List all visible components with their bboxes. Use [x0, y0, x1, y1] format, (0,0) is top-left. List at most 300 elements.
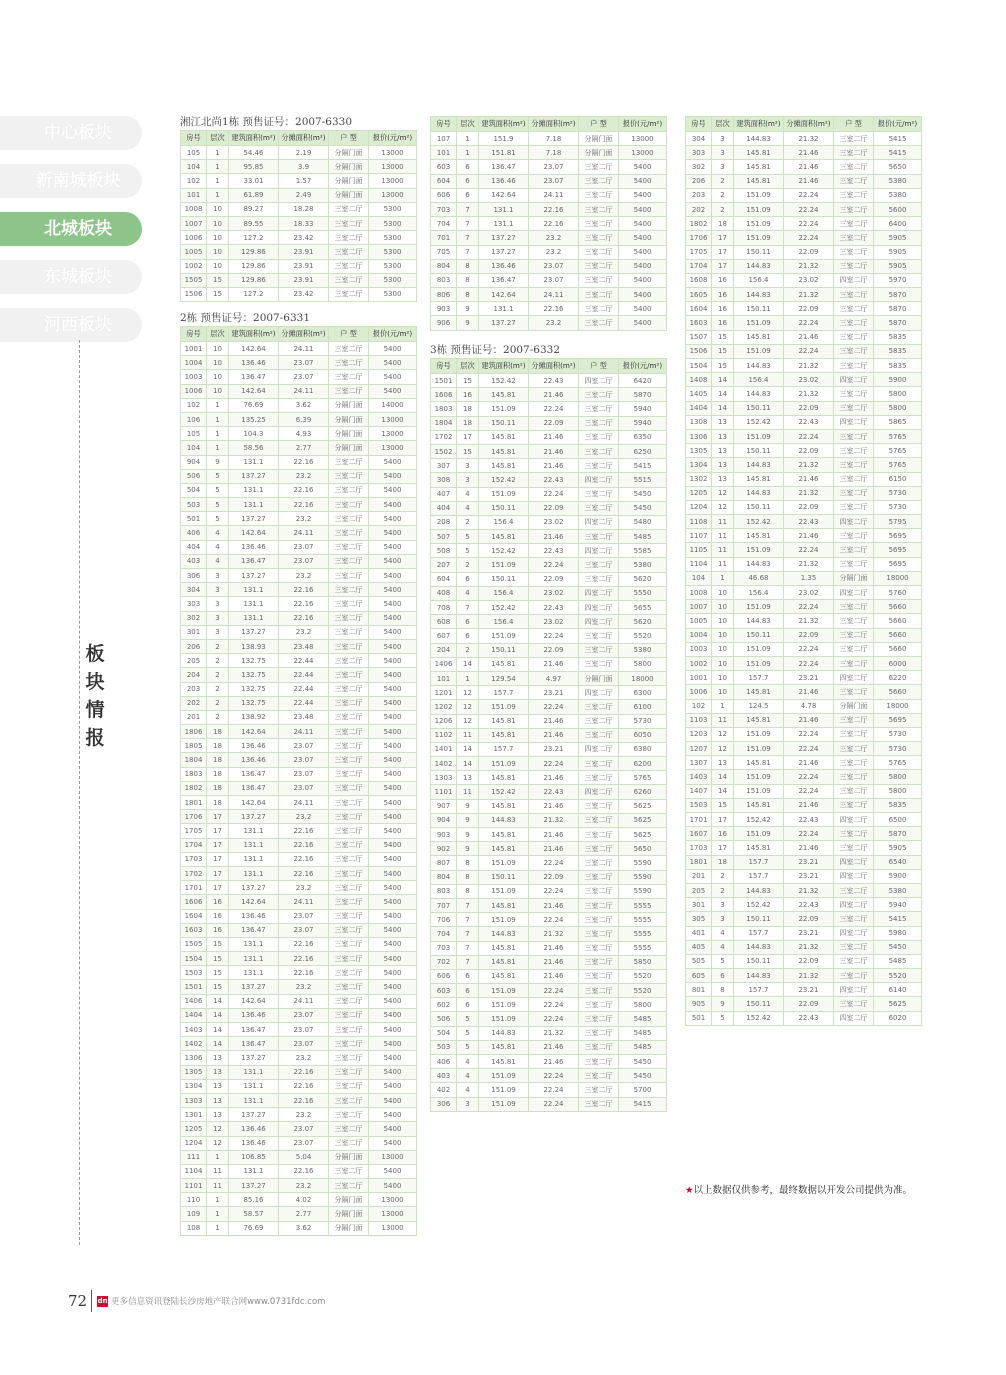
table-cell: 1606 [181, 895, 207, 909]
table-cell: 5400 [369, 1122, 417, 1136]
table-cell: 14 [207, 1023, 229, 1037]
table-row [181, 597, 417, 611]
table-cell: 3 [712, 160, 734, 174]
table-row [431, 813, 667, 827]
tab-dongcheng[interactable]: 东城板块 [0, 260, 142, 294]
table-row [686, 841, 922, 855]
table-cell: 三室二厅 [579, 388, 619, 402]
table-cell: 5 [457, 1040, 479, 1054]
table-cell: 5905 [874, 841, 922, 855]
table-cell: 22.16 [279, 1093, 329, 1107]
column-header: 建筑面积(m²) [479, 117, 529, 132]
table-row [181, 441, 417, 455]
table-cell: 905 [686, 997, 712, 1011]
table-row [431, 374, 667, 388]
table-cell: 145.81 [479, 969, 529, 983]
table-cell: 23.07 [279, 739, 329, 753]
table-cell: 144.83 [734, 883, 784, 897]
table-cell: 608 [431, 615, 457, 629]
table-cell: 22.16 [279, 952, 329, 966]
table-cell: 三室二厅 [329, 498, 369, 512]
table-cell: 分隔门面 [579, 146, 619, 160]
table-cell: 1008 [686, 586, 712, 600]
table-cell: 13000 [369, 188, 417, 202]
table-cell: 三室二厅 [329, 710, 369, 724]
table-cell: 2 [457, 643, 479, 657]
table-row [431, 757, 667, 771]
table-cell: 5765 [874, 458, 922, 472]
table-row [181, 966, 417, 980]
column-header: 户 型 [579, 359, 619, 374]
table-cell: 1 [207, 441, 229, 455]
table-cell: 三室二厅 [834, 940, 874, 954]
table-cell: 208 [431, 515, 457, 529]
table-cell: 135.25 [229, 412, 279, 426]
table-cell: 6350 [619, 430, 667, 444]
table-cell: 三室二厅 [579, 728, 619, 742]
table-cell: 606 [431, 969, 457, 983]
table-cell: 137.27 [479, 316, 529, 330]
table-cell: 三室二厅 [834, 727, 874, 741]
table-cell: 18 [207, 781, 229, 795]
table-cell: 22.24 [529, 487, 579, 501]
table-row [686, 160, 922, 174]
table-cell: 131.1 [229, 1065, 279, 1079]
table-cell: 102 [686, 699, 712, 713]
table-cell: 5660 [874, 642, 922, 656]
table-cell: 三室二厅 [834, 997, 874, 1011]
table-cell: 5400 [619, 302, 667, 316]
table-cell: 5520 [619, 629, 667, 643]
table-cell: 105 [181, 146, 207, 160]
table-cell: 1002 [686, 656, 712, 670]
table-cell: 142.64 [229, 342, 279, 356]
table-cell: 1001 [181, 342, 207, 356]
table-cell: 150.11 [734, 954, 784, 968]
table-cell: 四室二厅 [834, 898, 874, 912]
table-cell: 18 [207, 767, 229, 781]
tab-hexi[interactable]: 河西板块 [0, 308, 142, 342]
table-cell: 131.1 [229, 483, 279, 497]
table-cell: 1308 [686, 415, 712, 429]
column-header: 建筑面积(m²) [479, 359, 529, 374]
table-row [686, 713, 922, 727]
table-row [431, 686, 667, 700]
table-row [431, 941, 667, 955]
table-row [431, 657, 667, 671]
table-cell: 三室二厅 [579, 998, 619, 1012]
table-cell: 三室二厅 [329, 866, 369, 880]
table-row [431, 913, 667, 927]
table-cell: 151.09 [734, 727, 784, 741]
table-cell: 23.48 [279, 639, 329, 653]
table-cell: 1801 [686, 855, 712, 869]
table-cell: 2.49 [279, 188, 329, 202]
table-cell: 22.24 [529, 402, 579, 416]
table-cell: 5695 [874, 557, 922, 571]
table-cell: 22.09 [784, 912, 834, 926]
table-cell: 15 [712, 798, 734, 812]
table-cell: 136.46 [229, 753, 279, 767]
building-2-continued-block [430, 116, 667, 331]
table-row [181, 654, 417, 668]
table-row [181, 1150, 417, 1164]
table-cell: 17 [712, 841, 734, 855]
table-cell: 四室二厅 [579, 601, 619, 615]
table-cell: 104 [181, 441, 207, 455]
table-cell: 1803 [181, 767, 207, 781]
table-cell: 404 [431, 501, 457, 515]
table-cell: 5400 [369, 895, 417, 909]
table-cell: 5400 [369, 767, 417, 781]
table-cell: 23.2 [279, 512, 329, 526]
table-cell: 704 [431, 927, 457, 941]
footer [68, 1290, 325, 1312]
tab-beicheng[interactable]: 北城板块 [0, 212, 142, 246]
table-cell: 5400 [369, 469, 417, 483]
table-cell: 204 [181, 668, 207, 682]
table-cell: 4.78 [784, 699, 834, 713]
table-cell: 22.24 [784, 784, 834, 798]
table-cell: 3 [207, 597, 229, 611]
table-cell: 1 [207, 1150, 229, 1164]
table-row [431, 785, 667, 799]
table-cell: 23.21 [784, 855, 834, 869]
table-cell: 150.11 [479, 572, 529, 586]
table-cell: 5700 [619, 1083, 667, 1097]
table-cell: 12 [457, 714, 479, 728]
table-cell: 23.2 [279, 469, 329, 483]
table-cell: 三室二厅 [579, 1012, 619, 1026]
table-cell: 131.1 [479, 202, 529, 216]
table-row [181, 583, 417, 597]
footer-website-text: 更多信息资讯登陆长沙房地产联合网www.0731fdc.com [111, 1297, 326, 1307]
table-cell: 23.91 [279, 273, 329, 287]
table-cell: 5865 [874, 415, 922, 429]
table-cell: 5400 [369, 639, 417, 653]
table-cell: 157.7 [734, 869, 784, 883]
table-cell: 三室二厅 [579, 430, 619, 444]
table-cell: 4 [457, 1055, 479, 1069]
table-cell: 三室二厅 [329, 682, 369, 696]
table-cell: 5585 [619, 544, 667, 558]
table-cell: 1 [712, 699, 734, 713]
table-cell: 46.68 [734, 571, 784, 585]
table-cell: 145.81 [479, 941, 529, 955]
table-cell: 5415 [874, 912, 922, 926]
table-cell: 13000 [619, 132, 667, 146]
table-row [431, 898, 667, 912]
table-cell: 8 [457, 870, 479, 884]
table-cell: 三室二厅 [579, 1026, 619, 1040]
table-cell: 136.47 [229, 767, 279, 781]
table-cell: 129.86 [229, 259, 279, 273]
table-cell: 304 [181, 583, 207, 597]
table-cell: 89.55 [229, 216, 279, 230]
table-cell: 21.46 [784, 160, 834, 174]
table-cell: 15 [207, 937, 229, 951]
table-cell: 3 [712, 898, 734, 912]
table-row [431, 174, 667, 188]
table-cell: 9 [207, 455, 229, 469]
table-cell: 9 [457, 813, 479, 827]
table-cell: 13000 [369, 1150, 417, 1164]
table-cell: 136.46 [229, 1122, 279, 1136]
table-cell: 301 [181, 625, 207, 639]
table-cell: 12 [207, 1122, 229, 1136]
table-cell: 6 [457, 160, 479, 174]
table-row [686, 685, 922, 699]
table-cell: 5400 [369, 838, 417, 852]
table-cell: 三室二厅 [579, 813, 619, 827]
table-cell: 2.77 [279, 441, 329, 455]
table-cell: 58.57 [229, 1207, 279, 1221]
table-cell: 129.86 [229, 245, 279, 259]
table-cell: 4 [457, 586, 479, 600]
table-cell: 10 [207, 342, 229, 356]
table-cell: 23.91 [279, 245, 329, 259]
table-cell: 三室二厅 [834, 387, 874, 401]
building-3-continued-block [685, 116, 922, 1026]
table-row [181, 895, 417, 909]
table-cell: 5380 [874, 883, 922, 897]
table-cell: 23.42 [279, 231, 329, 245]
table-cell: 137.27 [229, 1179, 279, 1193]
table-row [686, 245, 922, 259]
table-cell: 22.24 [529, 984, 579, 998]
table-cell: 5940 [619, 402, 667, 416]
table-cell: 1701 [686, 813, 712, 827]
table-cell: 三室二厅 [834, 259, 874, 273]
table-cell: 三室二厅 [834, 217, 874, 231]
table-cell: 301 [686, 898, 712, 912]
table-cell: 131.1 [229, 852, 279, 866]
column-header: 报价(元/m²) [369, 327, 417, 342]
table-cell: 6300 [619, 686, 667, 700]
table-cell: 23.21 [784, 926, 834, 940]
table-row [181, 160, 417, 174]
table-cell: 5850 [619, 955, 667, 969]
table-cell: 17 [712, 813, 734, 827]
table-cell: 21.32 [784, 132, 834, 146]
table-row [686, 586, 922, 600]
table-cell: 分隔门面 [579, 132, 619, 146]
table-cell: 136.46 [229, 739, 279, 753]
table-cell: 406 [181, 526, 207, 540]
table-cell: 三室二厅 [834, 713, 874, 727]
table-row [686, 571, 922, 585]
table-cell: 13000 [369, 441, 417, 455]
table-cell: 5415 [874, 146, 922, 160]
table-cell: 1101 [431, 785, 457, 799]
table-cell: 6 [457, 188, 479, 202]
table-row [181, 725, 417, 739]
table-cell: 21.46 [529, 969, 579, 983]
table-cell: 三室二厅 [329, 1065, 369, 1079]
table-cell: 5 [457, 1026, 479, 1040]
table-cell: 21.46 [784, 174, 834, 188]
table-row [686, 813, 922, 827]
table-cell: 三室二厅 [579, 487, 619, 501]
column-header: 报价(元/m²) [619, 359, 667, 374]
table-cell: 1806 [181, 725, 207, 739]
table-cell: 137.27 [229, 512, 279, 526]
table-cell: 三室二厅 [834, 912, 874, 926]
table-cell: 150.11 [734, 302, 784, 316]
table-cell: 三室二厅 [329, 838, 369, 852]
table-cell: 5555 [619, 927, 667, 941]
table-cell: 三室二厅 [834, 827, 874, 841]
table-cell: 15 [712, 344, 734, 358]
table-cell: 23.21 [784, 983, 834, 997]
table-cell: 三室二厅 [579, 856, 619, 870]
table-cell: 1001 [686, 671, 712, 685]
table-cell: 111 [181, 1150, 207, 1164]
table-row [431, 742, 667, 756]
table-cell: 5730 [874, 727, 922, 741]
table-cell: 5400 [369, 611, 417, 625]
table-cell: 4 [712, 926, 734, 940]
table-cell: 302 [181, 611, 207, 625]
table-cell: 131.1 [479, 302, 529, 316]
table-cell: 21.46 [784, 756, 834, 770]
table-cell: 22.16 [279, 824, 329, 838]
table-cell: 7 [457, 217, 479, 231]
table-cell: 1704 [686, 259, 712, 273]
table-cell: 三室二厅 [834, 798, 874, 812]
table-cell: 三室二厅 [579, 913, 619, 927]
table-cell: 142.64 [229, 526, 279, 540]
table-row [181, 909, 417, 923]
table-cell: 三室二厅 [579, 416, 619, 430]
table-row [431, 501, 667, 515]
table-row [686, 770, 922, 784]
table-cell: 18 [712, 855, 734, 869]
table-row [686, 458, 922, 472]
table-cell: 131.1 [229, 1079, 279, 1093]
table-cell: 5400 [619, 259, 667, 273]
table-cell: 22.16 [279, 966, 329, 980]
table-cell: 5400 [369, 1023, 417, 1037]
table-cell: 1503 [181, 966, 207, 980]
table-cell: 151.09 [479, 487, 529, 501]
table-cell: 18 [207, 739, 229, 753]
table-cell: 三室二厅 [579, 1055, 619, 1069]
table-cell: 4 [457, 501, 479, 515]
table-cell: 21.46 [529, 530, 579, 544]
table-cell: 三室二厅 [329, 725, 369, 739]
tab-center[interactable]: 中心板块 [0, 116, 142, 150]
table-cell: 三室二厅 [329, 781, 369, 795]
table-cell: 12 [207, 1136, 229, 1150]
tab-xinnancheng[interactable]: 新南城板块 [0, 164, 142, 198]
table-cell: 5400 [369, 384, 417, 398]
table-cell: 145.81 [479, 898, 529, 912]
table-cell: 5765 [874, 429, 922, 443]
table-cell: 24.11 [279, 342, 329, 356]
table-row [431, 586, 667, 600]
table-cell: 505 [686, 954, 712, 968]
table-row [181, 231, 417, 245]
table-cell: 137.27 [479, 231, 529, 245]
table-cell: 33.01 [229, 174, 279, 188]
table-cell: 10 [207, 259, 229, 273]
table-cell: 5400 [369, 696, 417, 710]
table-cell: 16 [712, 316, 734, 330]
table-cell: 21.32 [784, 359, 834, 373]
table-cell: 22.16 [279, 1065, 329, 1079]
table-cell: 5.04 [279, 1150, 329, 1164]
table-cell: 三室二厅 [579, 288, 619, 302]
table-row [431, 245, 667, 259]
table-cell: 13 [712, 756, 734, 770]
table-cell: 三室二厅 [834, 685, 874, 699]
table-cell: 5900 [874, 869, 922, 883]
table-cell: 1401 [431, 742, 457, 756]
table-cell: 6.39 [279, 412, 329, 426]
table-cell: 807 [431, 856, 457, 870]
table-cell: 3 [207, 625, 229, 639]
table-cell: 151.09 [479, 402, 529, 416]
table-cell: 5400 [369, 455, 417, 469]
column-header: 分摊面积(m²) [529, 117, 579, 132]
table-cell: 14 [207, 994, 229, 1008]
table-cell: 18000 [874, 699, 922, 713]
table-cell: 21.32 [529, 813, 579, 827]
table-cell: 145.81 [479, 530, 529, 544]
table-cell: 5765 [619, 771, 667, 785]
table-cell: 三室二厅 [329, 625, 369, 639]
table-cell: 1 [457, 146, 479, 160]
table-cell: 23.02 [529, 586, 579, 600]
table-cell: 8 [457, 259, 479, 273]
table-row [431, 728, 667, 742]
table-cell: 145.81 [479, 771, 529, 785]
table-cell: 三室二厅 [834, 231, 874, 245]
table-cell: 202 [686, 202, 712, 216]
table-cell: 22.16 [279, 455, 329, 469]
table-cell: 21.46 [784, 146, 834, 160]
table-cell: 分隔门面 [329, 1193, 369, 1207]
table-cell: 5400 [369, 937, 417, 951]
table-cell: 三室二厅 [579, 771, 619, 785]
table-cell: 89.27 [229, 202, 279, 216]
table-header-row [686, 117, 922, 132]
table-cell: 15 [207, 952, 229, 966]
table-cell: 三室二厅 [329, 469, 369, 483]
table-cell: 145.81 [479, 459, 529, 473]
table-cell: 1306 [686, 429, 712, 443]
table-row [181, 1136, 417, 1150]
table-row [181, 710, 417, 724]
table-cell: 13000 [369, 1207, 417, 1221]
table-cell: 三室二厅 [834, 202, 874, 216]
table-cell: 1606 [431, 388, 457, 402]
table-row [181, 469, 417, 483]
table-cell: 806 [431, 288, 457, 302]
table-cell: 分隔门面 [329, 160, 369, 174]
table-cell: 22.24 [529, 757, 579, 771]
table-cell: 21.32 [784, 883, 834, 897]
table-cell: 10 [712, 685, 734, 699]
table-cell: 151.09 [734, 316, 784, 330]
table-cell: 23.07 [529, 273, 579, 287]
table-cell: 5400 [619, 245, 667, 259]
table-cell: 1802 [181, 781, 207, 795]
table-cell: 1006 [686, 685, 712, 699]
table-row [181, 259, 417, 273]
table-cell: 5400 [369, 1164, 417, 1178]
